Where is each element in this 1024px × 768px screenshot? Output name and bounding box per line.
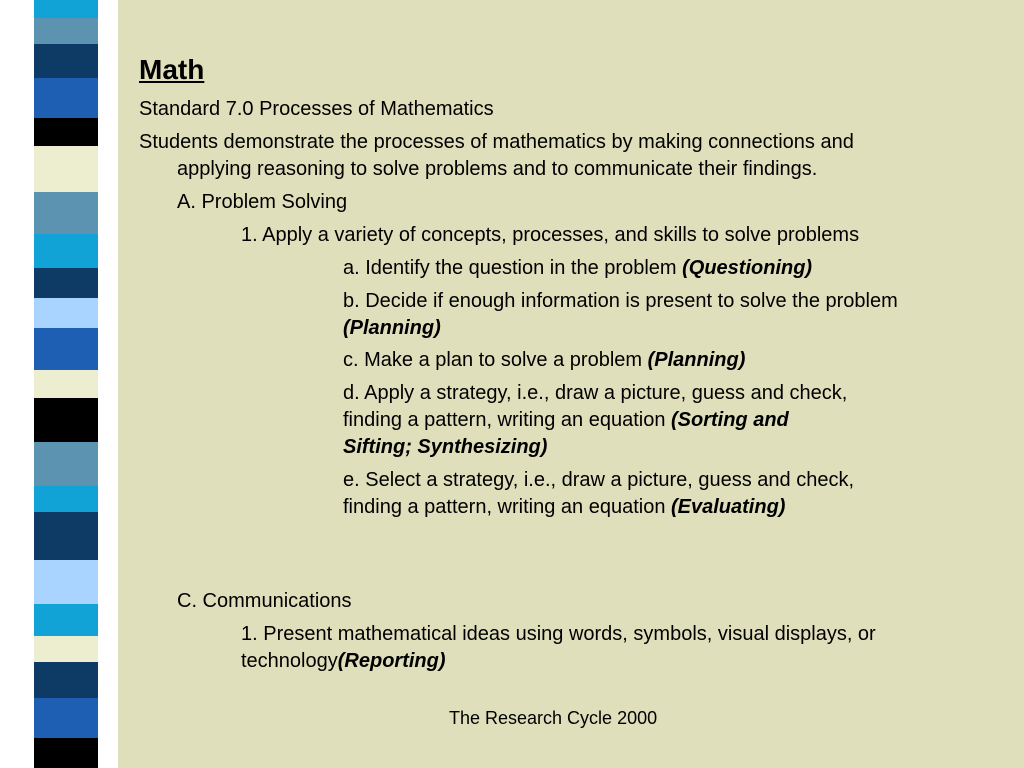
- section-c-heading: C. Communications: [177, 590, 352, 612]
- item-c-text: c. Make a plan to solve a problem: [343, 349, 648, 371]
- item-d-tag-2: Sifting; Synthesizing): [343, 436, 548, 458]
- item-a: [343, 255, 812, 282]
- item-e-line-2: [343, 494, 785, 521]
- item-e-line-1: e. Select a strategy, i.e., draw a picture, guess and check,: [343, 469, 855, 491]
- intro-line-2: applying reasoning to solve problems and to communicate their findings.: [177, 158, 818, 180]
- item-d-line-2: [343, 407, 789, 434]
- item-d-text: finding a pattern, writing an equation: [343, 409, 671, 431]
- item-b-line-1: b. Decide if enough information is present to solve the problem: [343, 290, 898, 312]
- item-1: 1. Apply a variety of concepts, processes, and skills to solve problems: [241, 224, 860, 246]
- item-b-tag: (Planning): [343, 317, 441, 339]
- item-a-tag: (Questioning): [682, 257, 813, 279]
- item-c-tag: (Planning): [647, 349, 746, 371]
- item-c1-line-2: [241, 648, 446, 675]
- item-a-text: a. Identify the question in the problem: [343, 257, 683, 279]
- standard-heading: Standard 7.0 Processes of Mathematics: [139, 98, 494, 120]
- intro-line-1: Students demonstrate the processes of mathematics by making connections and: [139, 131, 854, 153]
- item-c1-line-1: 1. Present mathematical ideas using words, symbols, visual displays, or: [241, 623, 876, 645]
- item-d-line-1: d. Apply a strategy, i.e., draw a picture, guess and check,: [343, 382, 848, 404]
- item-e-tag: (Evaluating): [671, 496, 786, 518]
- item-d-tag-1: (Sorting and: [671, 409, 789, 431]
- item-e-text: finding a pattern, writing an equation: [343, 496, 671, 518]
- section-a-heading: A. Problem Solving: [177, 191, 348, 213]
- slide-title: Math: [139, 54, 205, 85]
- item-c1-tag: (Reporting): [337, 650, 446, 672]
- slide-footer: The Research Cycle 2000: [449, 708, 658, 728]
- item-c1-text: technology: [241, 650, 338, 672]
- item-c: [343, 347, 745, 374]
